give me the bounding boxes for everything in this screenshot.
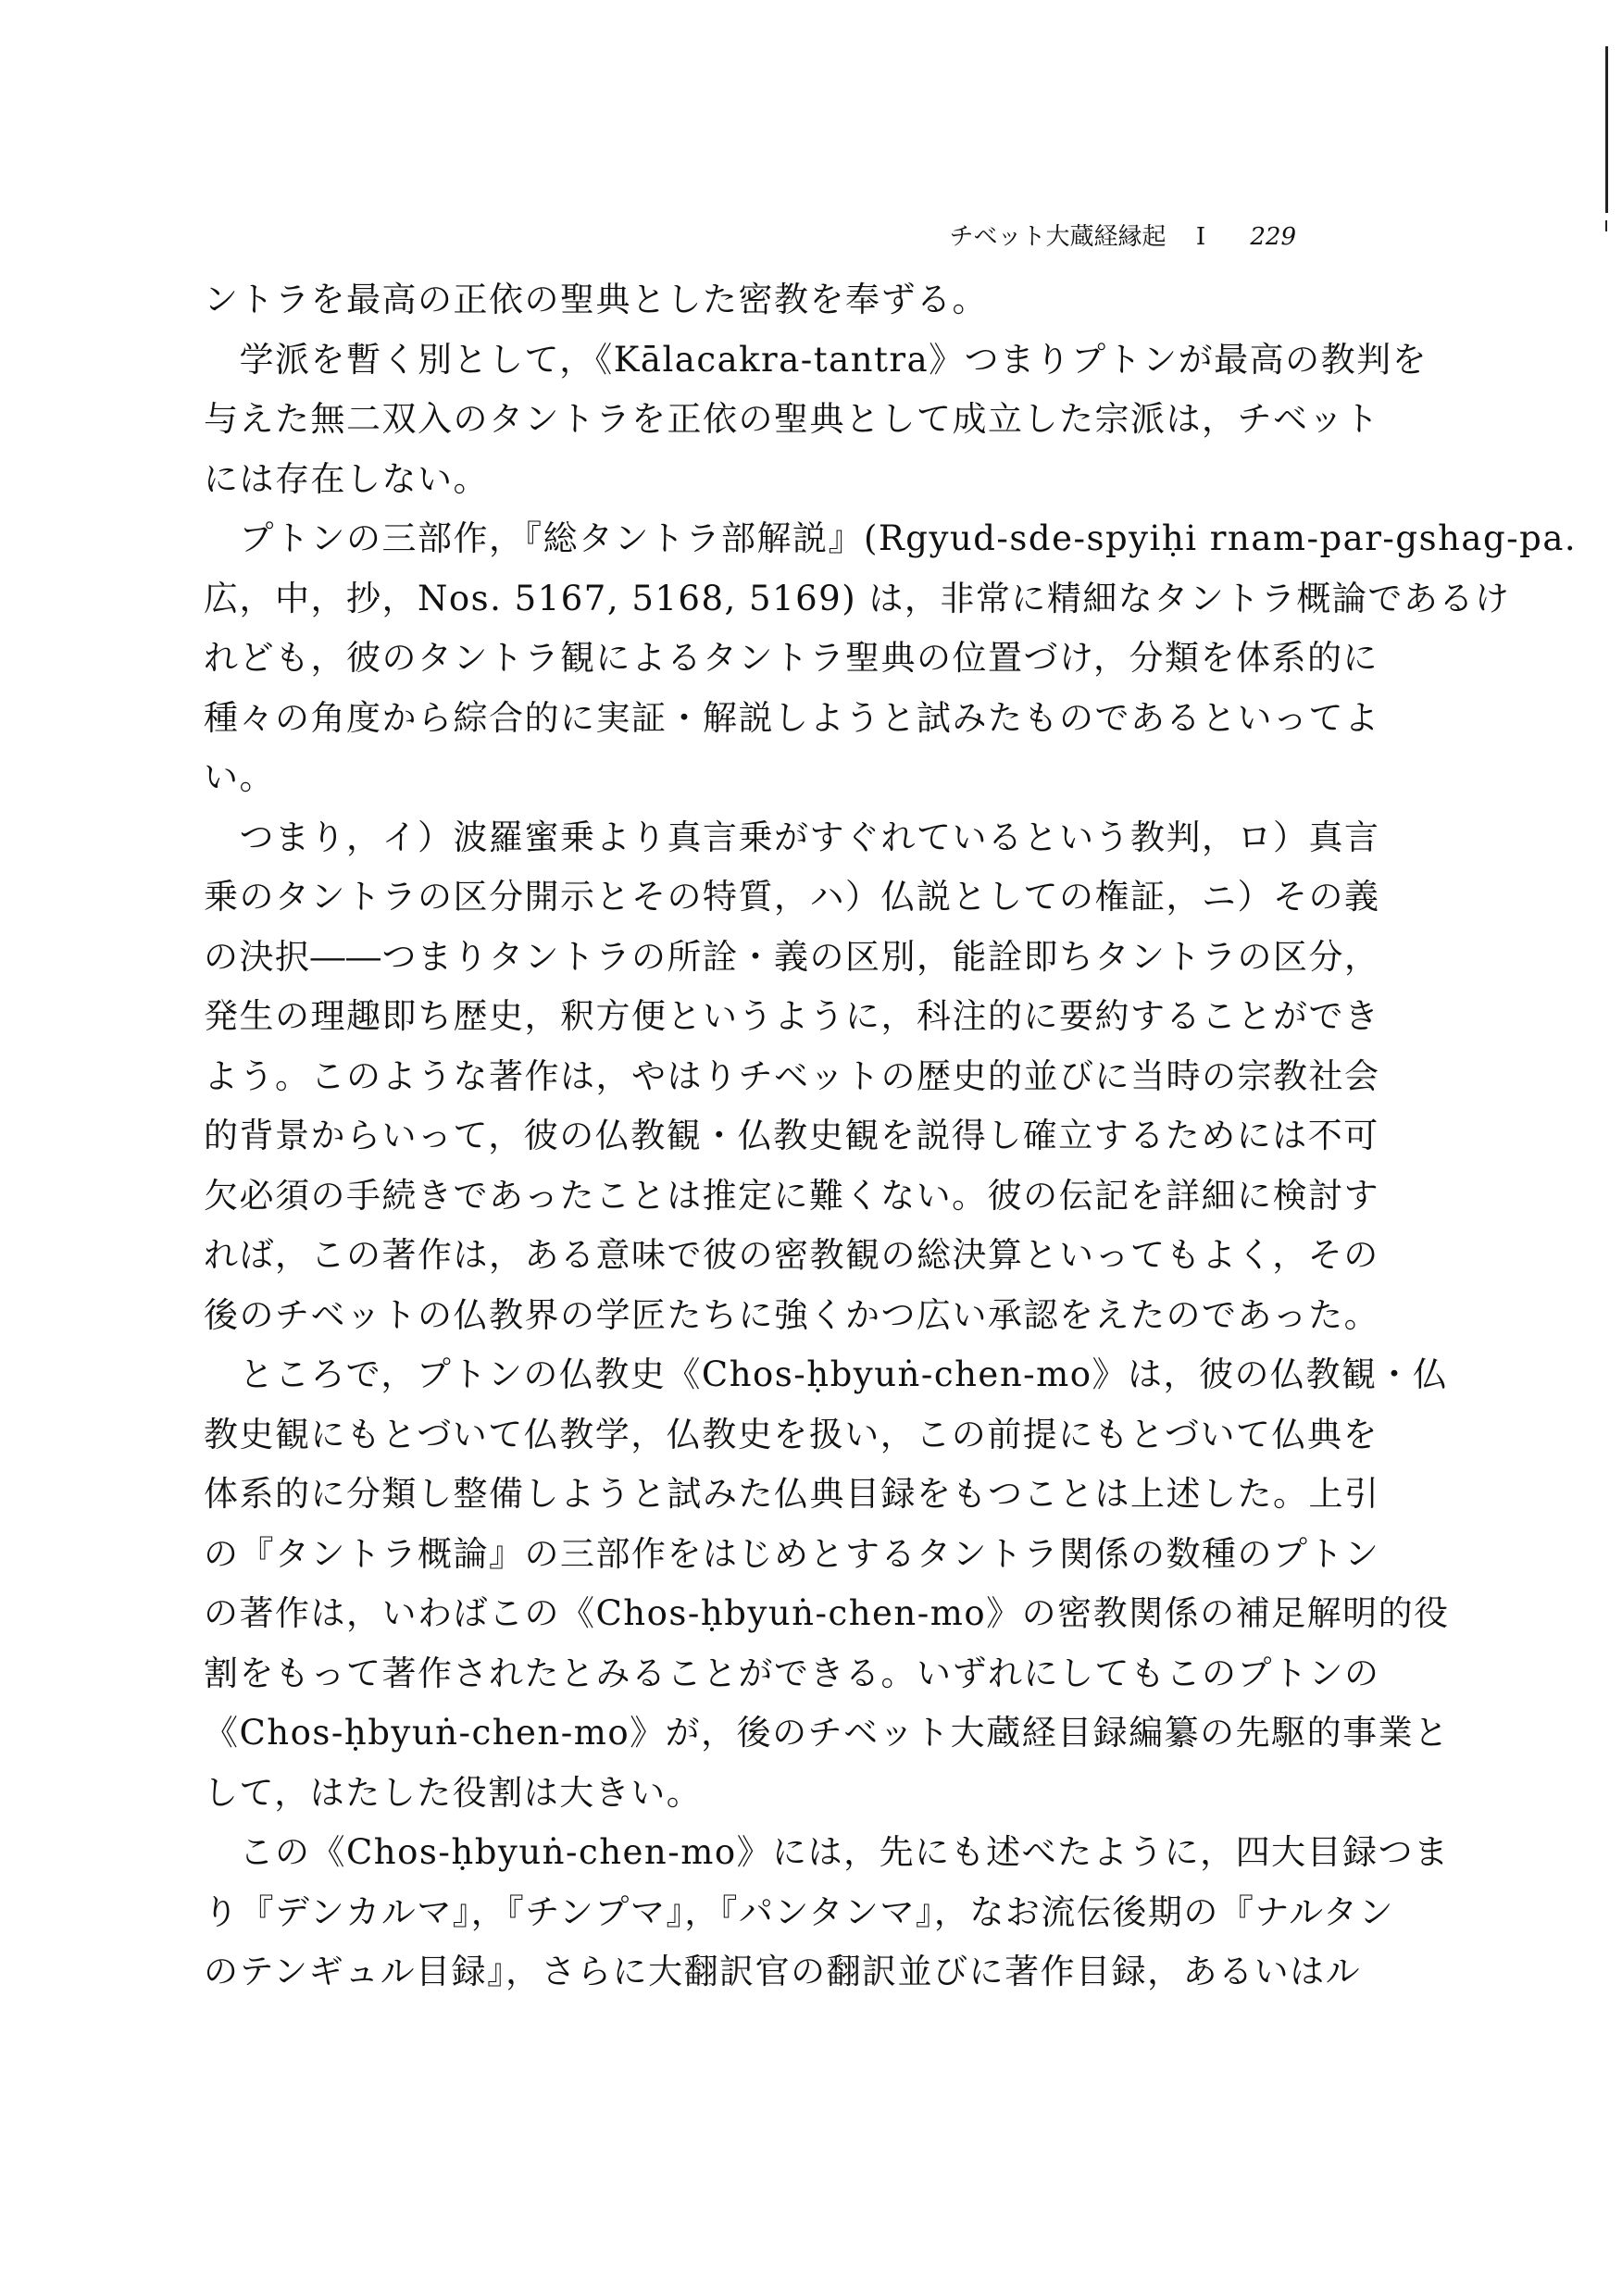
text-line: 欠必須の手続きであったことは推定に難くない。彼の伝記を詳細に検討す xyxy=(204,1175,1380,1216)
scan-edge-mark xyxy=(1605,46,1608,213)
scan-edge-mark xyxy=(1605,220,1607,231)
text-line: 広，中，抄，Nos. 5167, 5168, 5169) は，非常に精細なタントラ概論であるけ xyxy=(204,578,1511,618)
text-line: の『タントラ概論』の三部作をはじめとするタントラ関係の数種のプトン xyxy=(204,1533,1380,1574)
running-head xyxy=(833,218,1296,256)
page-number: 229 xyxy=(1250,223,1296,251)
text-line: れば，この著作は，ある意味で彼の密教観の総決算といってもよく，その xyxy=(204,1235,1379,1275)
text-line: 発生の理趣即ち歴史，釈方便というように，科注的に要約することができ xyxy=(204,996,1380,1036)
text-line: つまり，イ）波羅蜜乗より真言乗がすぐれているという教判，ロ）真言 xyxy=(204,817,1380,857)
text-line: 種々の角度から綜合的に実証・解説しようと試みたものであるといってよ xyxy=(204,697,1380,738)
text-line: 学派を暫く別として，《Kālacakra-tantra》つまりプトンが最高の教判を xyxy=(204,339,1429,380)
text-line: の著作は，いわばこの《Chos-ḥbyuṅ-chen-mo》の密教関係の補足解明的役 xyxy=(204,1593,1450,1633)
text-line: には存在しない。 xyxy=(204,458,489,499)
text-line: この《Chos-ḥbyuṅ-chen-mo》には，先にも述べたように，四大目録つま xyxy=(204,1832,1450,1872)
text-line: 体系的に分類し整備しようと試みた仏典目録をもつことは上述した。上引 xyxy=(204,1474,1380,1514)
text-line: 与えた無二双入のタントラを正依の聖典として成立した宗派は，チベット xyxy=(204,399,1380,439)
text-line: 乗のタントラの区分開示とその特質，ハ）仏説としての権証，ニ）その義 xyxy=(204,877,1380,917)
text-line: い。 xyxy=(204,757,275,797)
text-line: 的背景からいって，彼の仏教観・仏教史観を説得し確立するためには不可 xyxy=(204,1116,1379,1155)
text-line: 《Chos-ḥbyuṅ-chen-mo》が，後のチベット大蔵経目録編纂の先駆的事業と xyxy=(204,1713,1450,1753)
text-line: 教史観にもとづいて仏教学，仏教史を扱い，この前提にもとづいて仏典を xyxy=(204,1414,1379,1454)
text-line: して，はたした役割は大きい。 xyxy=(204,1772,703,1813)
text-line: れども，彼のタントラ観によるタントラ聖典の位置づけ，分類を体系的に xyxy=(204,638,1379,678)
text-line: のテンギュル目録』，さらに大翻訳官の翻訳並びに著作目録，あるいはル xyxy=(204,1952,1362,1991)
text-line: ントラを最高の正依の聖典とした密教を奉ずる。 xyxy=(204,280,988,319)
text-line: の決択――つまりタントラの所詮・義の区別，能詮即ちタントラの区分， xyxy=(204,936,1380,977)
running-head-title: チベット大蔵経縁起 xyxy=(949,223,1167,251)
text-line: プトンの三部作，『総タントラ部解説』(Rgyud-sde-spyiḥi rnam-par-gshag-pa. xyxy=(204,518,1578,558)
text-line: 割をもって著作されたとみることができる。いずれにしてもこのプトンの xyxy=(204,1653,1380,1693)
text-line: 後のチベットの仏教界の学匠たちに強くかつ広い承認をえたのであった。 xyxy=(204,1294,1380,1335)
body-text xyxy=(204,270,1578,2003)
text-line: よう。このような著作は，やはりチベットの歴史的並びに当時の宗教社会 xyxy=(204,1055,1380,1096)
running-head-volume: I xyxy=(1195,223,1206,251)
text-line: り『デンカルマ』，『チンプマ』，『パンタンマ』，なお流伝後期の『ナルタン xyxy=(204,1891,1395,1932)
text-line: ところで，プトンの仏教史《Chos-ḥbyuṅ-chen-mo》は，彼の仏教観・仏 xyxy=(204,1354,1449,1394)
